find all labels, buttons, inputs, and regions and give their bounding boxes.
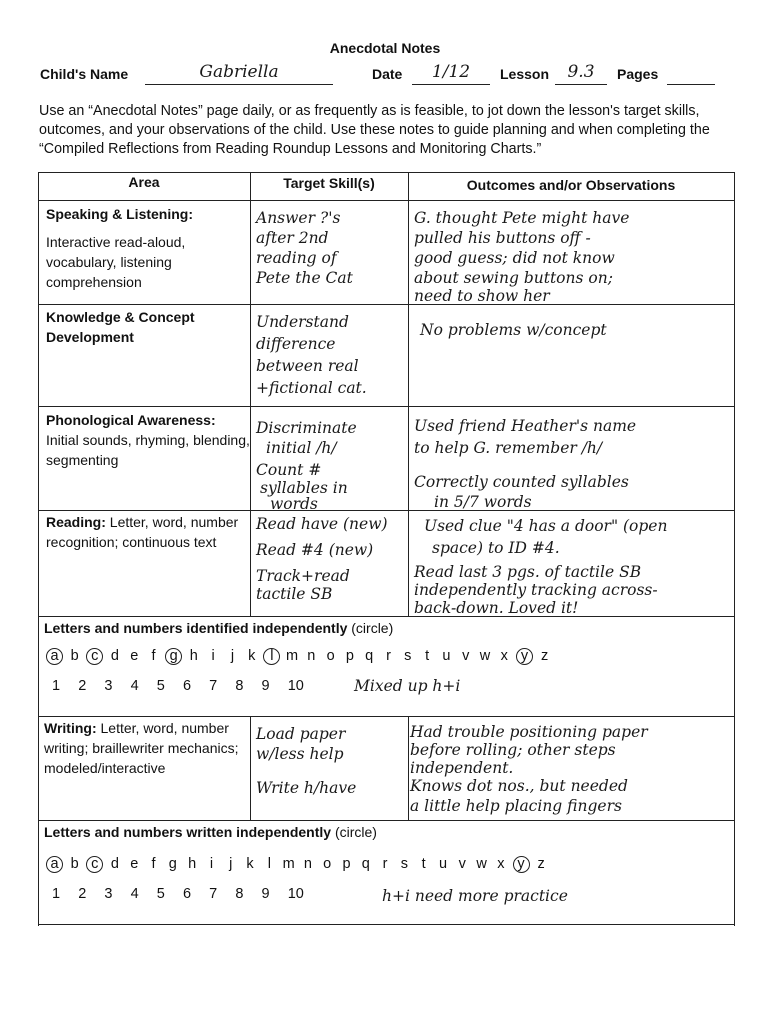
skill-line: difference [256,335,336,353]
number-2[interactable]: 2 [78,678,87,694]
area-description: Letter, word, number writing; braillewriter mechanics; modeled/interactive [44,720,239,776]
letter-t[interactable]: t [421,856,426,872]
letter-h[interactable]: h [189,648,198,664]
letter-e[interactable]: e [130,648,139,664]
date-field[interactable]: 1/12 [412,62,490,85]
letter-a[interactable]: a [46,648,63,665]
area-title: Knowledge & Concept Development [46,309,195,345]
letter-x[interactable]: x [500,648,508,664]
letters-identified-label: Letters and numbers identified independently [44,620,348,636]
letters-identified-row [44,648,554,665]
letter-f[interactable]: f [151,648,156,664]
observation-line: space) to ID #4. [432,539,560,557]
letters-identified-note: Mixed up h+i [354,677,461,695]
circle-note: (circle) [334,824,377,840]
skill-line: +fictional cat. [256,379,367,397]
area-title: Phonological Awareness: [46,412,216,428]
pages-label: Pages [617,66,659,82]
observation-line: No problems w/concept [420,321,607,339]
observation-line: in 5/7 words [434,493,532,511]
letter-v[interactable]: v [458,856,466,872]
letter-n[interactable]: n [307,648,316,664]
skill-line: Write h/have [256,779,357,797]
letter-g[interactable]: g [168,856,177,872]
letter-k[interactable]: k [246,856,254,872]
table-border-left [38,172,39,926]
row-divider [38,716,735,717]
letter-c[interactable]: c [86,856,103,873]
skill-line: after 2nd [256,229,329,247]
column-divider [408,716,409,820]
letter-h[interactable]: h [188,856,197,872]
letter-w[interactable]: w [476,856,487,872]
row-divider [38,820,735,821]
letter-p[interactable]: p [342,856,351,872]
letter-c[interactable]: c [86,648,103,665]
letter-t[interactable]: t [425,648,430,664]
skill-line: Discriminate [256,419,357,437]
letter-q[interactable]: q [361,856,370,872]
observation-line: independently tracking across- [414,581,658,599]
numbers-identified-row [52,678,314,694]
letter-v[interactable]: v [462,648,470,664]
area-cell [44,718,250,778]
letter-y[interactable]: y [513,856,530,873]
table-border-bottom [38,924,735,925]
number-1[interactable]: 1 [52,886,61,902]
area-cell [46,204,246,292]
observation-line: pulled his buttons off - [414,229,591,247]
observation-line: Used friend Heather's name [414,417,637,435]
notes-table [38,172,735,926]
letter-f[interactable]: f [151,856,156,872]
observation-line: Knows dot nos., but needed [410,777,628,795]
number-5[interactable]: 5 [156,678,165,694]
letter-d[interactable]: d [110,648,119,664]
skill-line: reading of [256,249,337,267]
number-2[interactable]: 2 [78,886,87,902]
letter-r[interactable]: r [386,648,391,664]
letter-l[interactable]: l [267,856,271,872]
skill-line: words [270,495,318,513]
number-1[interactable]: 1 [52,678,61,694]
area-description: Interactive read-aloud, vocabulary, listening comprehension [46,234,186,290]
column-divider [250,716,251,820]
letter-u[interactable]: u [442,648,451,664]
date-label: Date [372,66,403,82]
area-title: Speaking & Listening: [46,206,194,222]
pages-field[interactable] [667,62,715,85]
letter-i[interactable]: i [209,856,214,872]
letter-b[interactable]: b [70,648,79,664]
skill-line: syllables in [260,479,348,497]
skill-line: Pete the Cat [256,269,353,287]
letter-o[interactable]: o [326,648,335,664]
observation-line: before rolling; other steps [410,741,616,759]
instructions-text: Use an “Anecdotal Notes” page daily, or as frequently as is feasible, to jot down the lesson's target skills, outcomes, and your observations of the child. Use these notes to guide planning and when completing the “Compiled Reflections from Reading Roundup Lessons and Monitoring Charts.” [39,103,710,157]
skill-line: Load paper [256,725,346,743]
letter-s[interactable]: s [404,648,412,664]
letters-written-label: Letters and numbers written independently [44,824,332,840]
observation-line: good guess; did not know [414,249,615,267]
letter-x[interactable]: x [497,856,505,872]
letter-q[interactable]: q [365,648,374,664]
column-header-area: Area [128,174,160,190]
letter-a[interactable]: a [46,856,63,873]
area-cell [46,512,250,552]
number-9[interactable]: 9 [261,678,270,694]
circle-note: (circle) [351,620,394,636]
letters-written-note: h+i need more practice [382,887,568,905]
number-4[interactable]: 4 [130,678,139,694]
skill-line: between real [256,357,359,375]
column-divider [250,172,251,616]
area-title: Reading: [46,514,106,530]
observation-line: about sewing buttons on; [414,269,613,287]
lesson-field[interactable]: 9.3 [555,62,607,85]
letter-z[interactable]: z [540,648,549,664]
letter-m[interactable]: m [285,648,299,664]
letter-g[interactable]: g [165,648,182,665]
child-name-label: Child's Name [40,66,129,82]
numbers-written-row [52,886,314,902]
letter-m[interactable]: m [282,856,295,872]
letters-written-heading [44,822,377,842]
number-7[interactable]: 7 [209,886,218,902]
letter-i[interactable]: i [211,648,215,664]
area-description: Initial sounds, rhyming, blending, segmenting [46,432,250,468]
letter-k[interactable]: k [248,648,256,664]
number-7[interactable]: 7 [209,678,218,694]
header-divider [38,200,735,201]
number-4[interactable]: 4 [130,886,139,902]
skill-line: Track+read [256,567,350,585]
number-9[interactable]: 9 [261,886,270,902]
observation-line: need to show her [414,287,550,305]
number-6[interactable]: 6 [182,678,192,694]
area-description: Letter, word, number recognition; continuous text [46,514,239,550]
row-divider [38,406,735,407]
skill-line: Read #4 (new) [256,541,374,559]
letter-y[interactable]: y [516,648,533,665]
letter-n[interactable]: n [303,856,312,872]
row-divider [38,616,735,617]
letter-j[interactable]: j [230,648,235,664]
row-divider [38,510,735,511]
letter-l[interactable]: l [263,648,280,665]
letter-w[interactable]: w [479,648,491,664]
observation-line: Correctly counted syllables [414,473,629,491]
number-8[interactable]: 8 [235,678,244,694]
table-border-right [734,172,735,926]
letter-d[interactable]: d [110,856,119,872]
observation-line: Used clue "4 has a door" (open [424,517,668,535]
child-name-field[interactable]: Gabriella [145,62,333,85]
observation-line: a little help placing fingers [410,797,622,815]
letter-r[interactable]: r [382,856,388,872]
skill-line: Count # [256,461,322,479]
letter-p[interactable]: p [345,648,354,664]
row-divider [38,304,735,305]
observation-line: Had trouble positioning paper [410,723,648,741]
letters-identified-heading [44,618,393,638]
letter-o[interactable]: o [323,856,332,872]
area-cell [46,410,250,470]
number-6[interactable]: 6 [182,886,192,902]
letter-e[interactable]: e [130,856,139,872]
number-10[interactable]: 10 [287,678,304,694]
observation-line: Read last 3 pgs. of tactile SB [414,563,642,581]
number-3[interactable]: 3 [104,886,113,902]
letter-b[interactable]: b [70,856,79,872]
letters-written-row [44,856,551,873]
letter-z[interactable]: z [537,856,545,872]
observation-line: to help G. remember /h/ [414,439,603,457]
area-title: Writing: [44,720,97,736]
skill-line: Read have (new) [256,515,388,533]
number-10[interactable]: 10 [287,886,304,902]
letter-j[interactable]: j [229,856,233,872]
skill-line: Understand [256,313,349,331]
skill-line: Answer ?'s [256,209,341,227]
observation-line: independent. [410,759,514,777]
number-5[interactable]: 5 [156,886,165,902]
lesson-label: Lesson [500,66,550,82]
skill-line: tactile SB [256,585,333,603]
table-border-top [38,172,735,173]
number-3[interactable]: 3 [104,678,113,694]
skill-line: initial /h/ [266,439,337,457]
letter-u[interactable]: u [438,856,448,872]
number-8[interactable]: 8 [235,886,244,902]
page-title: Anecdotal Notes [329,40,441,56]
letter-s[interactable]: s [400,856,409,872]
column-header-target-skills: Target Skill(s) [283,175,375,191]
observation-line: G. thought Pete might have [414,209,630,227]
observation-line: back-down. Loved it! [414,599,579,617]
column-header-outcomes: Outcomes and/or Observations [466,177,676,193]
column-divider [408,172,409,616]
skill-line: w/less help [256,745,344,763]
